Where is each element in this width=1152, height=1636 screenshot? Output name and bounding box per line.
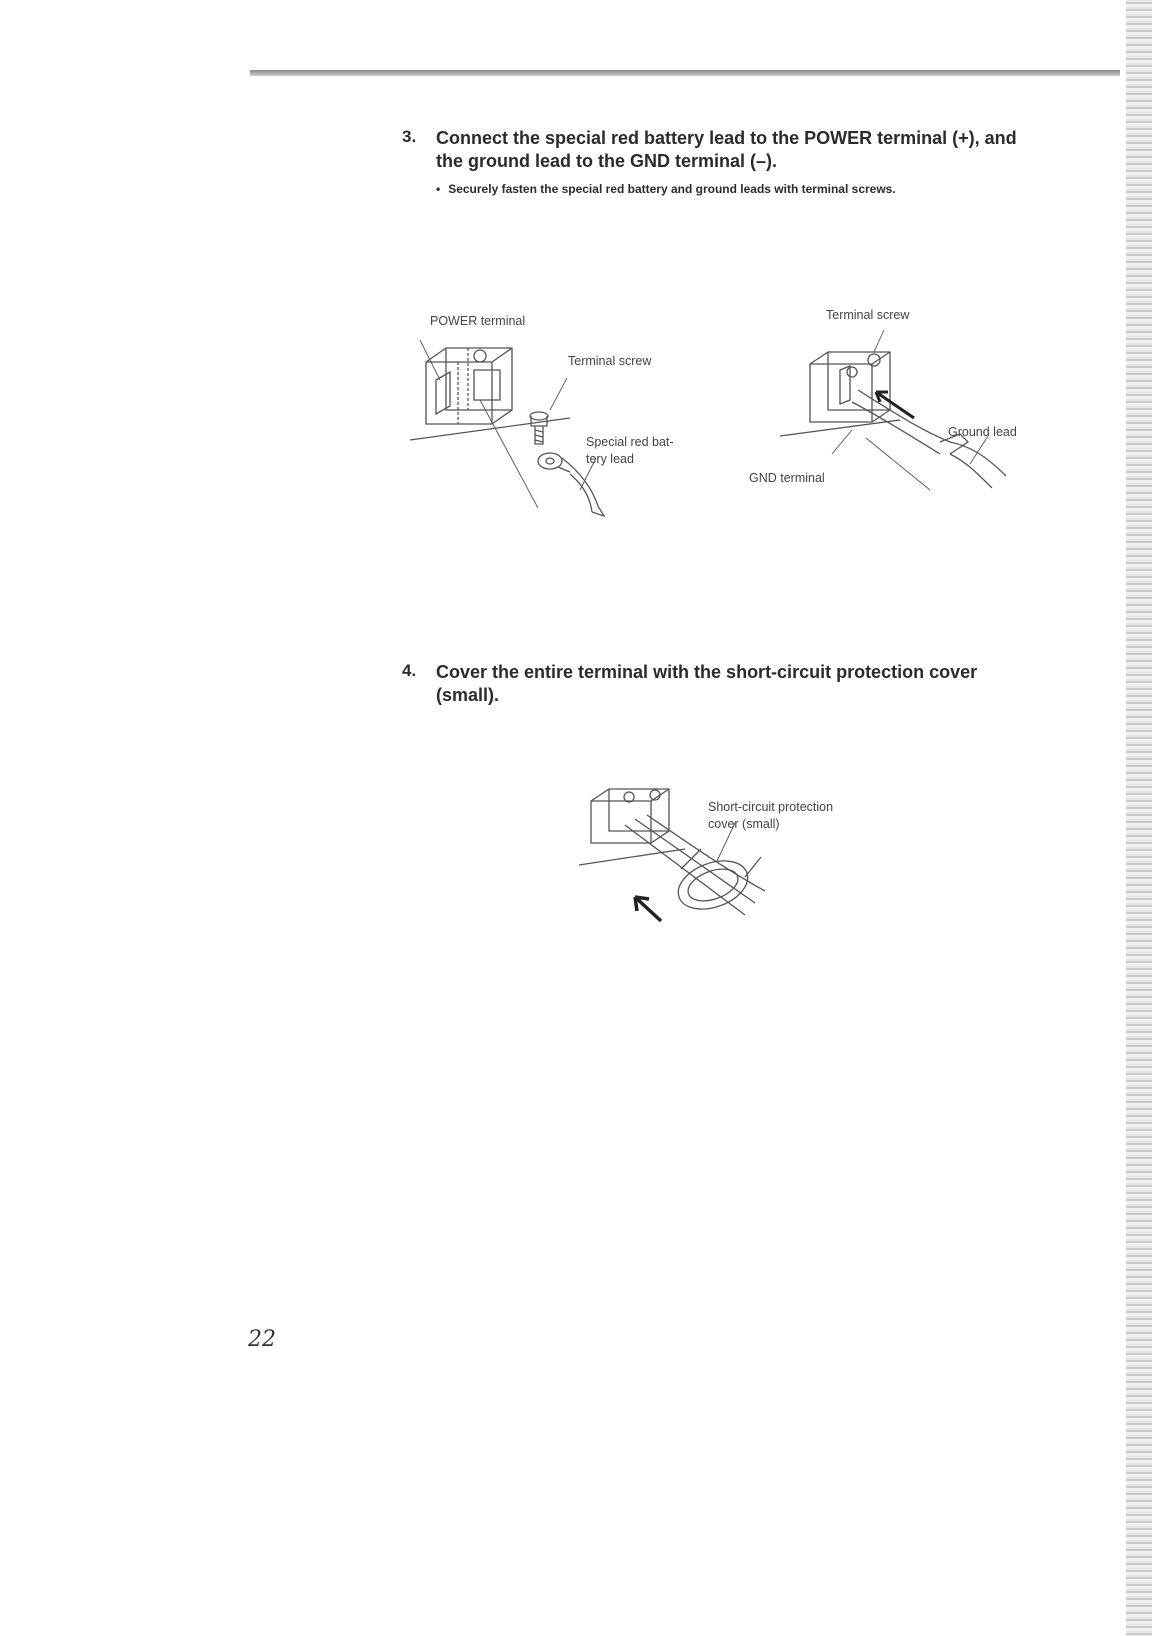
note-text: Securely fasten the special red battery and ground leads with terminal screws. xyxy=(448,182,896,196)
terminal-block xyxy=(426,348,512,424)
step-text-line: (small). xyxy=(436,685,500,705)
step-instruction xyxy=(436,661,1086,707)
ground-lead-label: Ground lead xyxy=(948,425,1017,439)
mounting-surface xyxy=(579,849,685,865)
mounting-surface xyxy=(410,418,570,440)
header-rule xyxy=(250,70,1120,76)
step-number: 3. xyxy=(402,127,417,146)
step-instruction xyxy=(436,127,1086,173)
gnd-terminal-label: GND terminal xyxy=(749,471,825,485)
push-arrow xyxy=(635,897,661,921)
step-text-line: the ground lead to the GND terminal (–). xyxy=(436,151,778,171)
battery-lead-label xyxy=(586,434,674,468)
terminal-screw-label: Terminal screw xyxy=(568,354,652,368)
bullet: • xyxy=(436,182,441,196)
step-note xyxy=(436,182,896,196)
label-line: Special red bat- xyxy=(586,435,674,449)
protection-cover-label xyxy=(708,799,833,833)
terminal-screw xyxy=(530,412,548,444)
step-number: 4. xyxy=(402,661,417,680)
protection-cover xyxy=(672,849,761,918)
gnd-terminal-illustration xyxy=(790,330,1030,500)
step-text-line: Connect the special red battery lead to the POWER terminal (+), and xyxy=(436,128,1017,148)
label-line: Short-circuit protection xyxy=(708,800,834,814)
page-number: 22 xyxy=(248,1327,276,1352)
page-edge-scan xyxy=(1126,0,1152,1636)
label-line: tery lead xyxy=(586,452,634,466)
terminal-screw-label: Terminal screw xyxy=(826,308,910,322)
power-terminal-label: POWER terminal xyxy=(430,314,526,328)
terminal-block xyxy=(810,352,890,422)
label-line: cover (small) xyxy=(708,817,780,831)
step-text-line: Cover the entire terminal with the short-circuit protection cover xyxy=(436,662,978,682)
ring-terminal xyxy=(538,453,570,472)
